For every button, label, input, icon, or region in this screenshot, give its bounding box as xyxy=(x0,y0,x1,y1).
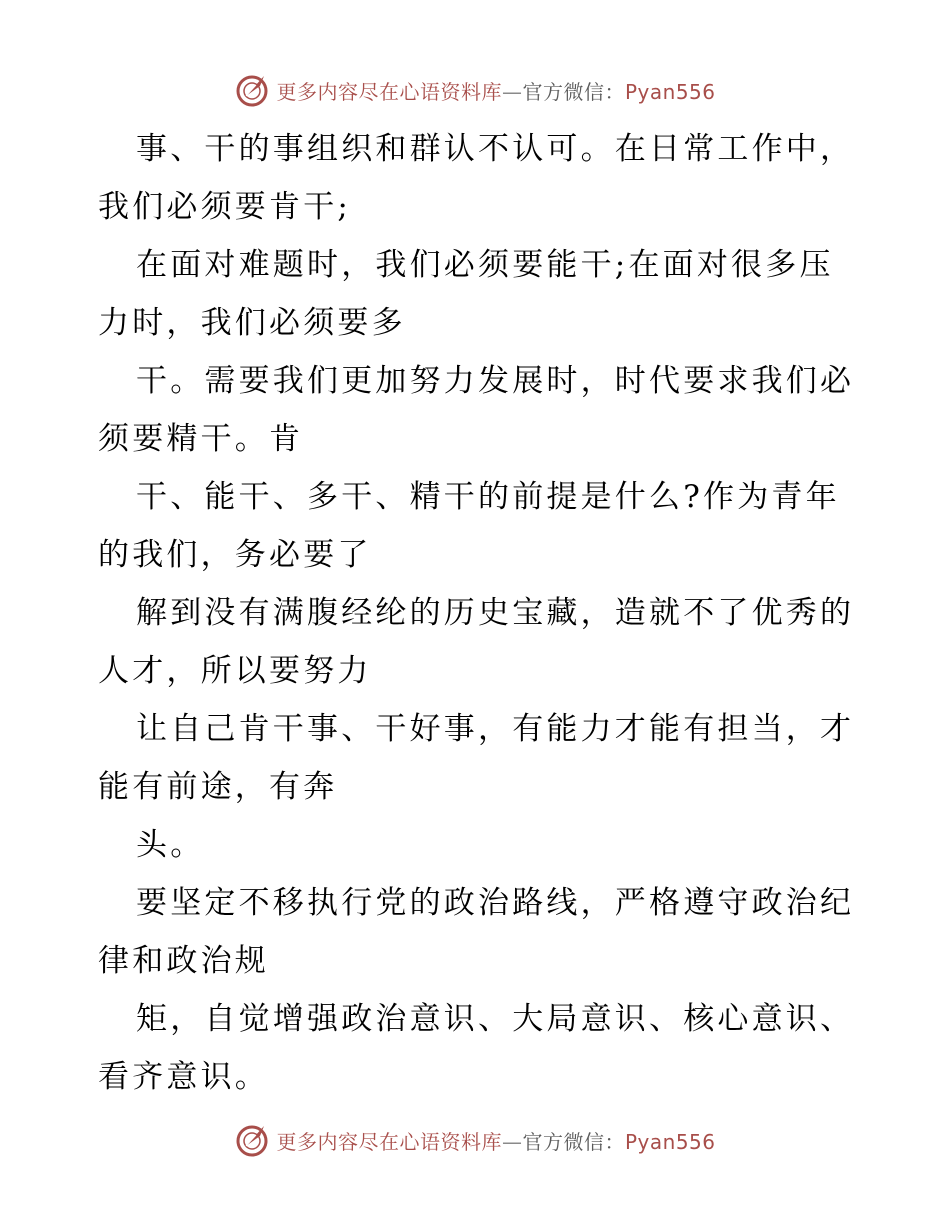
body-paragraph: 干、能干、多干、精干的前提是什么?作为青年的我们，务必要了 xyxy=(98,479,840,573)
footer-banner-title: 更多内容尽在心语资料库 xyxy=(276,1129,502,1154)
header-banner-text xyxy=(276,76,715,105)
body-paragraph: 解到没有满腹经纶的历史宝藏，造就不了优秀的人才，所以要努力 xyxy=(98,595,855,689)
feather-pen-seal-icon xyxy=(234,1122,270,1158)
header-banner-label: 官方微信： xyxy=(522,79,625,104)
body-paragraph: 让自己肯干事、干好事，有能力才能有担当，才能有前途，有奔 xyxy=(98,711,855,805)
footer-banner-label: 官方微信： xyxy=(522,1129,625,1154)
body-paragraph: 头。 xyxy=(136,827,205,863)
header-banner-separator: — xyxy=(501,79,523,104)
footer-banner-separator: — xyxy=(501,1129,523,1154)
header-banner-account: Pyan556 xyxy=(624,79,716,104)
footer-banner-content xyxy=(234,1122,715,1158)
header-banner-title: 更多内容尽在心语资料库 xyxy=(276,79,502,104)
body-paragraph: 要坚定不移执行党的政治路线，严格遵守政治纪律和政治规 xyxy=(98,885,855,979)
header-banner xyxy=(0,70,950,110)
header-banner-content xyxy=(234,72,715,108)
document-body xyxy=(98,120,858,1106)
body-paragraph: 干。需要我们更加努力发展时，时代要求我们必须要精干。肯 xyxy=(98,363,855,457)
body-paragraph: 在面对难题时，我们必须要能干;在面对很多压力时，我们必须要多 xyxy=(98,247,834,341)
footer-banner xyxy=(0,1120,950,1160)
footer-banner-text xyxy=(276,1126,715,1155)
footer-banner-account: Pyan556 xyxy=(624,1129,716,1154)
feather-pen-seal-icon xyxy=(234,72,270,108)
body-paragraph: 事、干的事组织和群认不认可。在日常工作中，我们必须要肯干; xyxy=(98,131,855,225)
body-paragraph: 矩，自觉增强政治意识、大局意识、核心意识、看齐意识。 xyxy=(98,1001,855,1095)
